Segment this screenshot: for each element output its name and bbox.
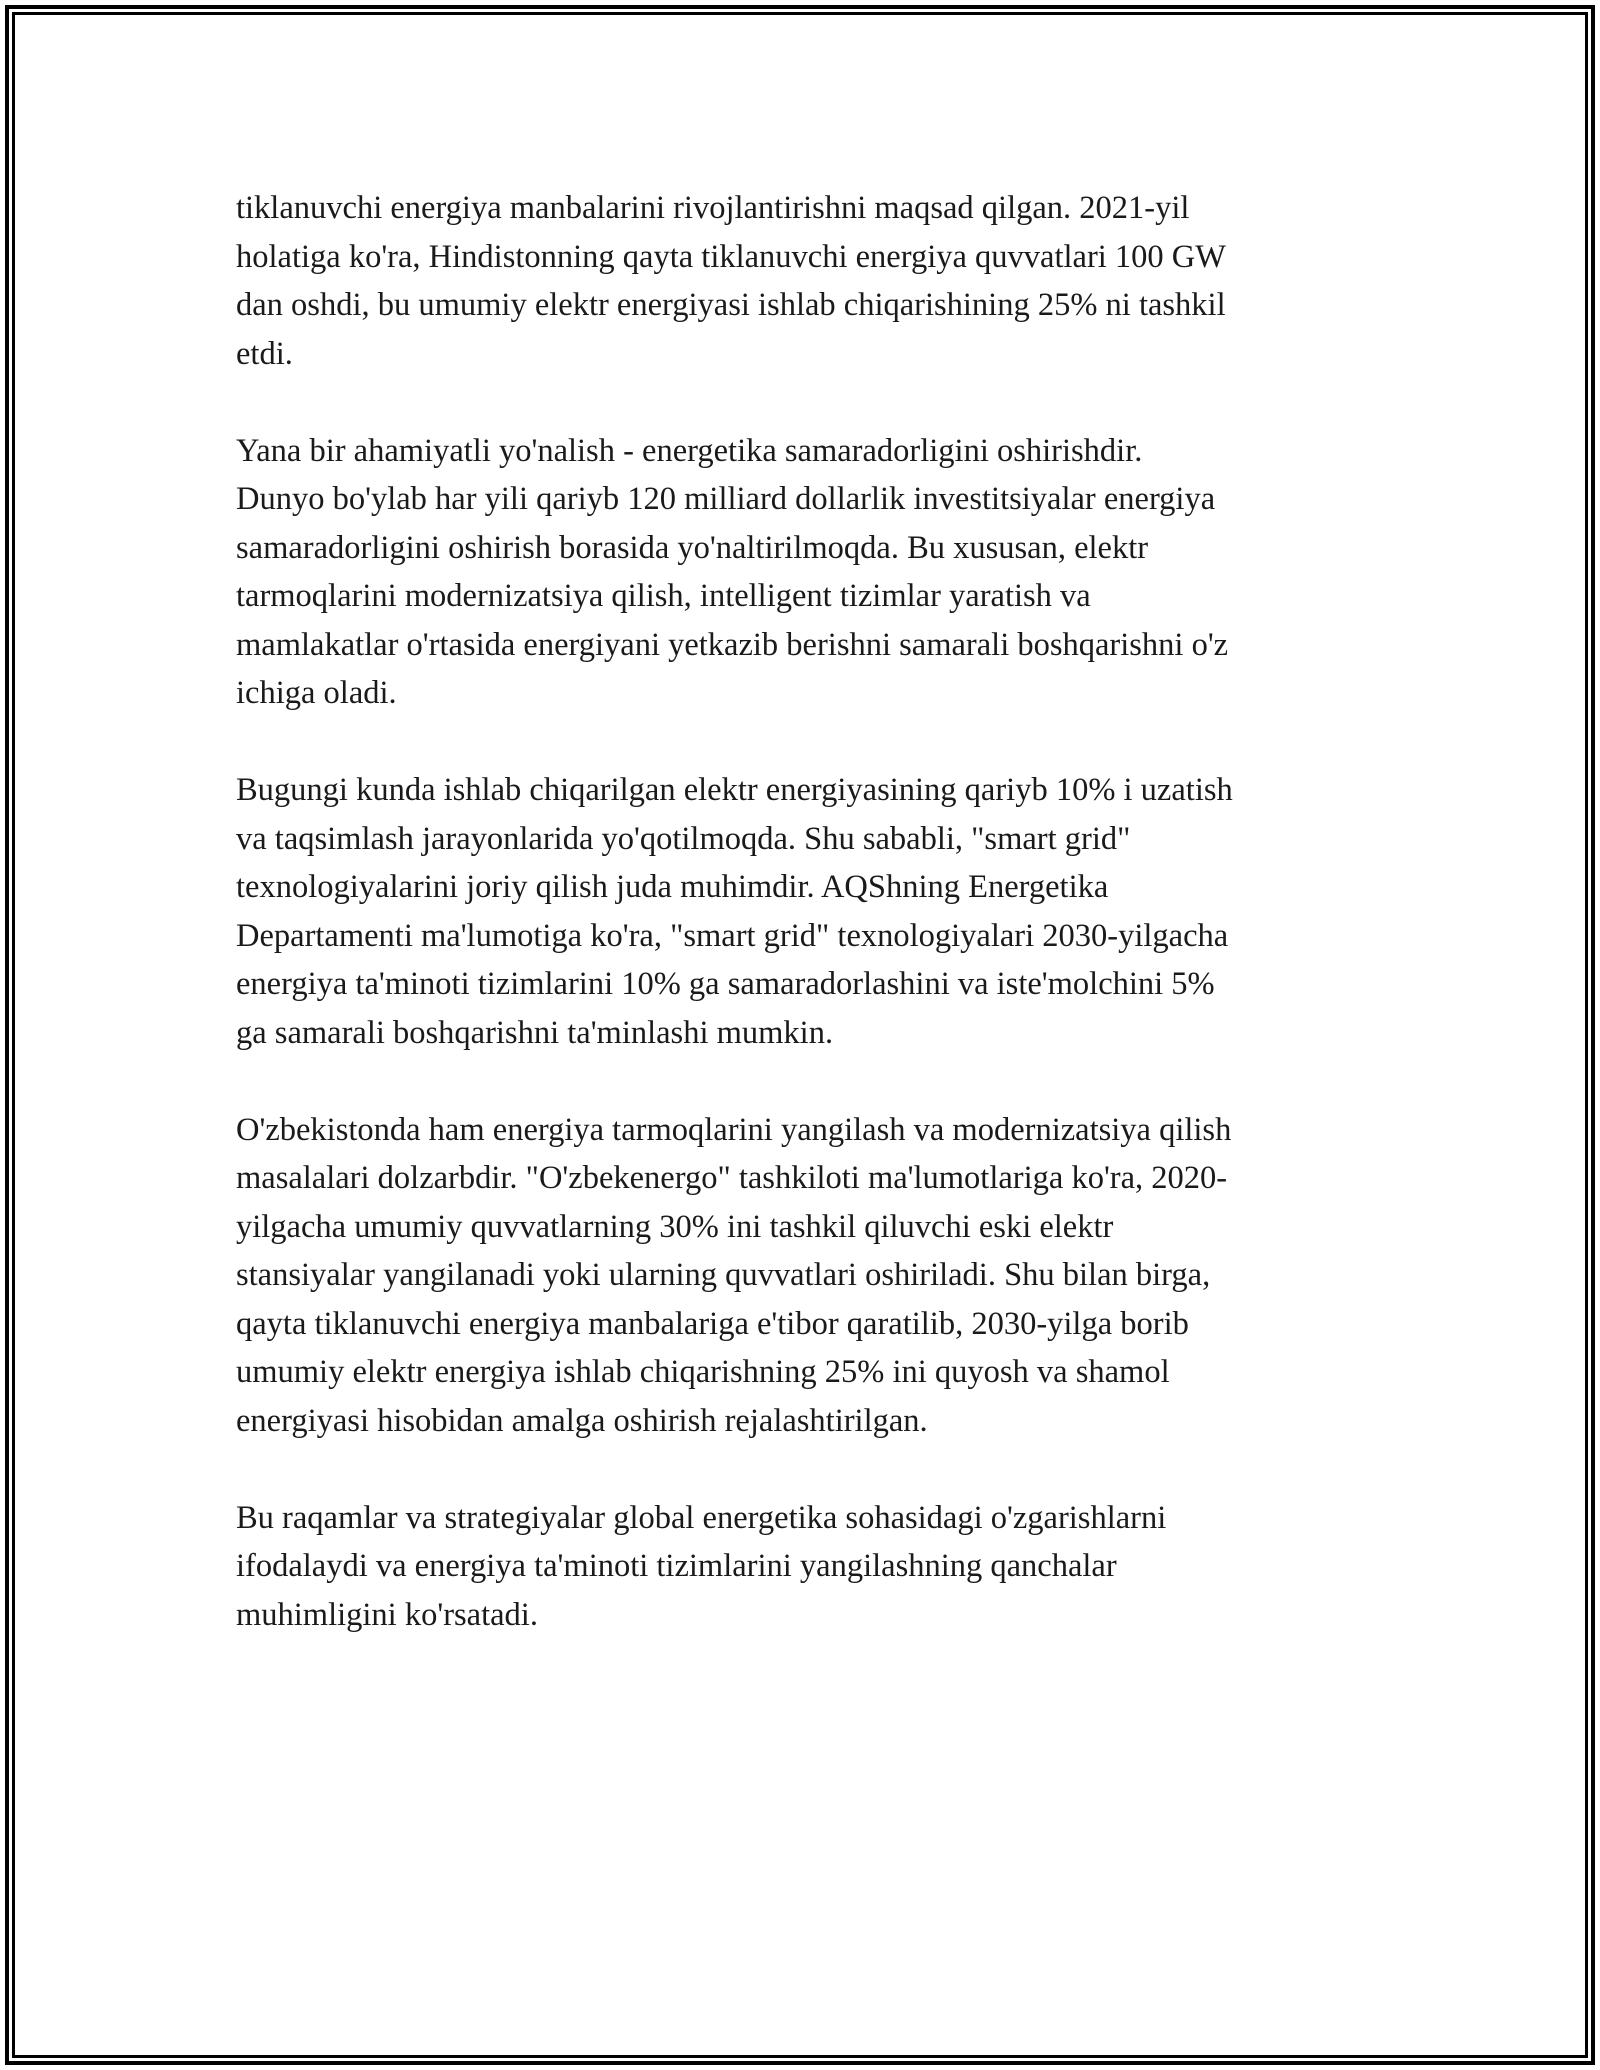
paragraph-smart-grid: Bugungi kunda ishlab chiqarilgan elektr energiyasining qariyb 10% i uzatish va taqsimlash jarayonlarida yo'qotilmoqda. Shu sababli, "smart grid" texnologiyalarini joriy qilish juda muhimdir. AQShning Energetika Departamenti ma'lumotiga ko'ra, "smart grid" texnologiyalari 2030-yilgacha energiya ta'minoti tizimlarini 10% ga samaradorlashini va iste'molchini 5% ga samarali boshqarishni ta'minlashi mumkin. — [236, 772, 1233, 1051]
document-body — [236, 184, 1366, 1688]
paragraph-renewable-india: tiklanuvchi energiya manbalarini rivojlantirishni maqsad qilgan. 2021-yil holatiga ko'ra, Hindistonning qayta tiklanuvchi energiya quvvatlari 100 GW dan oshdi, bu umumiy elektr energiyasi ishlab chiqarishining 25% ni tashkil etdi. — [236, 190, 1226, 372]
paragraph-energy-efficiency: Yana bir ahamiyatli yo'nalish - energetika samaradorligini oshirishdir. Dunyo bo'ylab har yili qariyb 120 milliard dollarlik investitsiyalar energiya samaradorligini oshirish borasida yo'naltirilmoqda. Bu xususan, elektr tarmoqlarini modernizatsiya qilish, intelligent tizimlar yaratish va mamlakatlar o'rtasida energiyani yetkazib berishni samarali boshqarishni o'z ichiga oladi. — [236, 432, 1229, 711]
paragraph-uzbekistan: O'zbekistonda ham energiya tarmoqlarini yangilash va modernizatsiya qilish masalalari dolzarbdir. "O'zbekenergo" tashkiloti ma'lumotlariga ko'ra, 2020- yilgacha umumiy quvvatlarning 30% ini tashkil qiluvchi eski elektr stansiyalar yangilanadi yoki ularning quvvatlari oshiriladi. Shu bilan birga, qayta tiklanuvchi energiya manbalariga e'tibor qaratilib, 2030-yilga borib umumiy elektr energiya ishlab chiqarishning 25% ini quyosh va shamol energiyasi hisobidan amalga oshirish rejalashtirilgan. — [236, 1111, 1232, 1439]
paragraph-conclusion: Bu raqamlar va strategiyalar global energetika sohasidagi o'zgarishlarni ifodalaydi va energiya ta'minoti tizimlarini yangilashning qanchalar muhimligini ko'rsatadi. — [236, 1499, 1167, 1633]
